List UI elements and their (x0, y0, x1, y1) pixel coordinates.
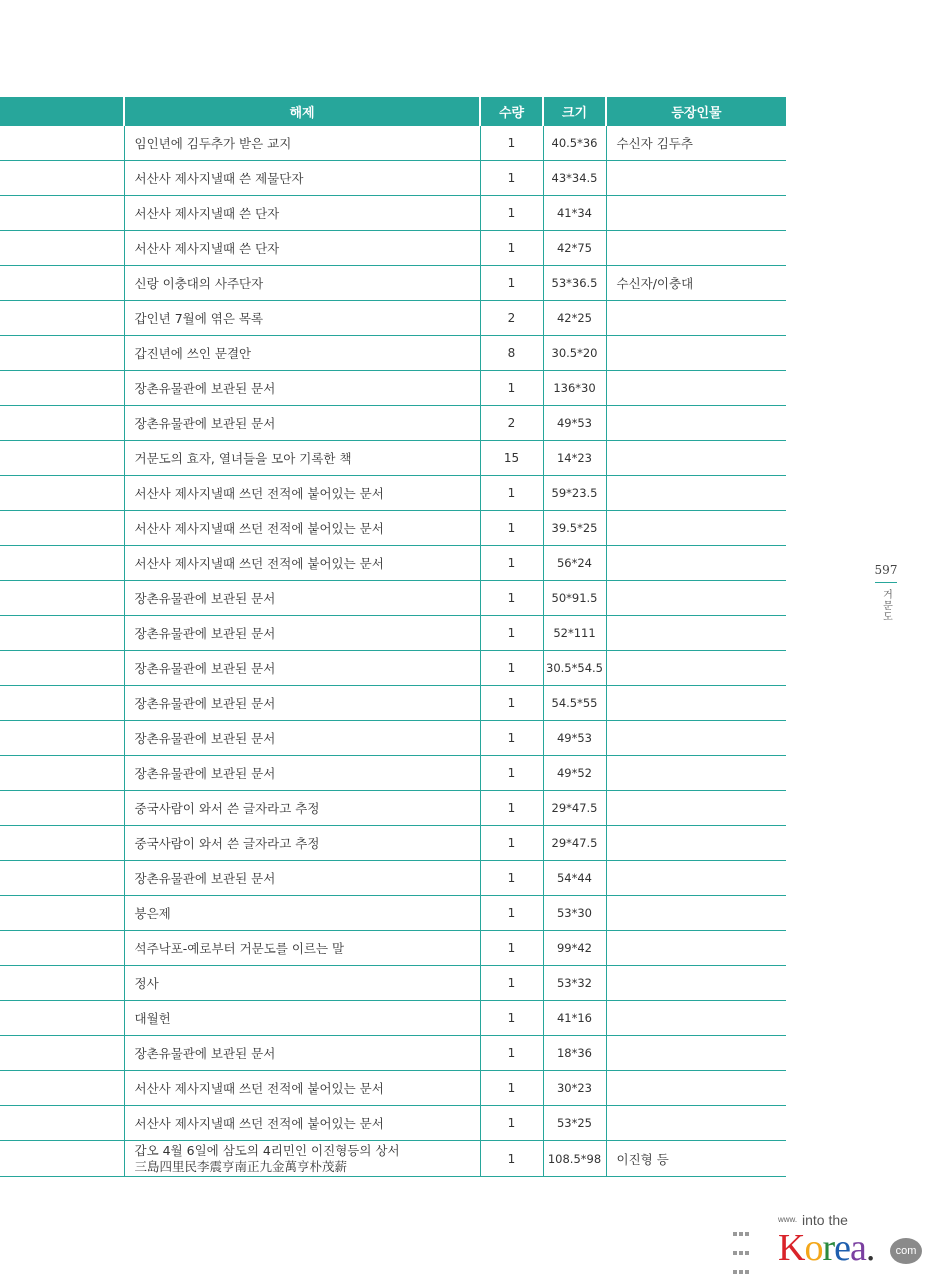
size-cell: 39.5*25 (543, 511, 606, 546)
people-cell (606, 231, 786, 266)
description-cell: 붕은제 (124, 896, 480, 931)
logo-dots-icon (732, 1222, 750, 1279)
size-cell: 49*53 (543, 721, 606, 756)
header-size: 크기 (543, 97, 606, 126)
size-cell: 49*52 (543, 756, 606, 791)
description-cell: 서산사 제사지낼때 쓴 단자 (124, 231, 480, 266)
size-cell: 30*23 (543, 1071, 606, 1106)
blank-cell (0, 511, 124, 546)
table-row (0, 301, 786, 336)
blank-cell (0, 1036, 124, 1071)
description-cell: 서산사 제사지낼때 쓰던 전적에 붙어있는 문서 (124, 546, 480, 581)
blank-cell (0, 966, 124, 1001)
description-cell: 장촌유물관에 보관된 문서 (124, 406, 480, 441)
people-cell (606, 161, 786, 196)
logo-into-the: into the (802, 1212, 848, 1228)
blank-cell (0, 406, 124, 441)
description-cell: 중국사람이 와서 쓴 글자라고 추정 (124, 791, 480, 826)
document-table (0, 97, 786, 1177)
quantity-cell: 1 (480, 1106, 543, 1141)
table-row (0, 721, 786, 756)
description-cell: 장촌유물관에 보관된 문서 (124, 616, 480, 651)
blank-cell (0, 371, 124, 406)
description-cell: 장촌유물관에 보관된 문서 (124, 756, 480, 791)
description-cell: 서산사 제사지낼때 쓰던 전적에 붙어있는 문서 (124, 476, 480, 511)
blank-cell (0, 196, 124, 231)
description-cell: 서산사 제사지낼때 쓴 단자 (124, 196, 480, 231)
page-number: 597 (874, 563, 898, 577)
table-row (0, 651, 786, 686)
blank-cell (0, 791, 124, 826)
size-cell: 59*23.5 (543, 476, 606, 511)
quantity-cell: 2 (480, 301, 543, 336)
quantity-cell: 1 (480, 791, 543, 826)
people-cell (606, 441, 786, 476)
logo-brand: Korea. (778, 1227, 875, 1269)
description-cell: 임인년에 김두추가 받은 교지 (124, 126, 480, 161)
people-cell (606, 1106, 786, 1141)
people-cell (606, 616, 786, 651)
size-cell: 49*53 (543, 406, 606, 441)
table-row (0, 126, 786, 161)
people-cell: 이진형 등 (606, 1141, 786, 1177)
quantity-cell: 1 (480, 616, 543, 651)
description-cell: 신랑 이충대의 사주단자 (124, 266, 480, 301)
size-cell: 30.5*20 (543, 336, 606, 371)
size-cell: 54.5*55 (543, 686, 606, 721)
people-cell (606, 546, 786, 581)
page-margin-label (866, 563, 906, 626)
section-label: 거문도 (880, 589, 892, 622)
quantity-cell: 15 (480, 441, 543, 476)
quantity-cell: 1 (480, 966, 543, 1001)
people-cell (606, 511, 786, 546)
quantity-cell: 1 (480, 266, 543, 301)
size-cell: 53*30 (543, 896, 606, 931)
quantity-cell: 1 (480, 161, 543, 196)
description-cell: 장촌유물관에 보관된 문서 (124, 721, 480, 756)
quantity-cell: 1 (480, 1141, 543, 1177)
table-row (0, 231, 786, 266)
description-cell: 거문도의 효자, 열녀들을 모아 기록한 책 (124, 441, 480, 476)
blank-cell (0, 651, 124, 686)
description-line: 갑오 4월 6일에 삼도의 4리민인 이진형등의 상서 (134, 1142, 400, 1158)
people-cell (606, 721, 786, 756)
size-cell: 40.5*36 (543, 126, 606, 161)
people-cell (606, 756, 786, 791)
quantity-cell: 1 (480, 511, 543, 546)
size-cell: 53*25 (543, 1106, 606, 1141)
description-cell: 대월헌 (124, 1001, 480, 1036)
blank-cell (0, 476, 124, 511)
blank-cell (0, 1141, 124, 1177)
people-cell (606, 861, 786, 896)
table-row (0, 476, 786, 511)
people-cell (606, 931, 786, 966)
table-row (0, 581, 786, 616)
people-cell (606, 1036, 786, 1071)
people-cell (606, 1001, 786, 1036)
description-line-hanja: 三島四里民李震亨南正九金萬亨朴茂薪 (134, 1158, 348, 1174)
table-row (0, 406, 786, 441)
blank-cell (0, 266, 124, 301)
table-row (0, 511, 786, 546)
quantity-cell: 1 (480, 546, 543, 581)
description-cell: 서산사 제사지낼때 쓴 제물단자 (124, 161, 480, 196)
quantity-cell: 1 (480, 721, 543, 756)
description-cell: 장촌유물관에 보관된 문서 (124, 861, 480, 896)
quantity-cell: 1 (480, 231, 543, 266)
people-cell (606, 896, 786, 931)
table-row (0, 161, 786, 196)
size-cell: 29*47.5 (543, 791, 606, 826)
table-row (0, 196, 786, 231)
table-row (0, 1036, 786, 1071)
blank-cell (0, 721, 124, 756)
size-cell: 18*36 (543, 1036, 606, 1071)
people-cell: 수신자/이충대 (606, 266, 786, 301)
quantity-cell: 2 (480, 406, 543, 441)
people-cell (606, 406, 786, 441)
size-cell: 43*34.5 (543, 161, 606, 196)
blank-cell (0, 861, 124, 896)
size-cell: 53*32 (543, 966, 606, 1001)
quantity-cell: 1 (480, 651, 543, 686)
blank-cell (0, 336, 124, 371)
quantity-cell: 1 (480, 371, 543, 406)
people-cell (606, 651, 786, 686)
quantity-cell: 1 (480, 1036, 543, 1071)
people-cell (606, 686, 786, 721)
size-cell: 99*42 (543, 931, 606, 966)
table-row (0, 791, 786, 826)
header-people: 등장인물 (606, 97, 786, 126)
size-cell: 14*23 (543, 441, 606, 476)
table-row (0, 546, 786, 581)
blank-cell (0, 581, 124, 616)
people-cell: 수신자 김두추 (606, 126, 786, 161)
size-cell: 53*36.5 (543, 266, 606, 301)
table-row (0, 616, 786, 651)
size-cell: 136*30 (543, 371, 606, 406)
description-cell: 서산사 제사지낼때 쓰던 전적에 붙어있는 문서 (124, 1071, 480, 1106)
size-cell: 52*111 (543, 616, 606, 651)
size-cell: 108.5*98 (543, 1141, 606, 1177)
table-row (0, 756, 786, 791)
people-cell (606, 196, 786, 231)
logo-com-badge: com (890, 1238, 922, 1264)
table-row (0, 686, 786, 721)
blank-cell (0, 1001, 124, 1036)
blank-cell (0, 126, 124, 161)
quantity-cell: 1 (480, 861, 543, 896)
people-cell (606, 301, 786, 336)
description-cell: 장촌유물관에 보관된 문서 (124, 686, 480, 721)
size-cell: 50*91.5 (543, 581, 606, 616)
blank-cell (0, 1106, 124, 1141)
blank-cell (0, 826, 124, 861)
blank-cell (0, 616, 124, 651)
size-cell: 42*75 (543, 231, 606, 266)
description-cell: 정사 (124, 966, 480, 1001)
blank-cell (0, 301, 124, 336)
people-cell (606, 476, 786, 511)
people-cell (606, 966, 786, 1001)
description-cell: 장촌유물관에 보관된 문서 (124, 371, 480, 406)
blank-cell (0, 231, 124, 266)
blank-cell (0, 1071, 124, 1106)
size-cell: 29*47.5 (543, 826, 606, 861)
people-cell (606, 826, 786, 861)
header-blank (0, 97, 124, 126)
description-cell: 서산사 제사지낼때 쓰던 전적에 붙어있는 문서 (124, 1106, 480, 1141)
quantity-cell: 1 (480, 581, 543, 616)
header-description: 해제 (124, 97, 480, 126)
margin-divider (875, 582, 897, 583)
quantity-cell: 1 (480, 196, 543, 231)
people-cell (606, 336, 786, 371)
description-cell: 서산사 제사지낼때 쓰던 전적에 붙어있는 문서 (124, 511, 480, 546)
description-cell: 장촌유물관에 보관된 문서 (124, 1036, 480, 1071)
size-cell: 42*25 (543, 301, 606, 336)
blank-cell (0, 896, 124, 931)
people-cell (606, 581, 786, 616)
table-row (0, 266, 786, 301)
quantity-cell: 1 (480, 896, 543, 931)
description-cell: 갑인년 7월에 엮은 목록 (124, 301, 480, 336)
description-cell: 장촌유물관에 보관된 문서 (124, 581, 480, 616)
blank-cell (0, 161, 124, 196)
description-cell: 중국사람이 와서 쓴 글자라고 추정 (124, 826, 480, 861)
people-cell (606, 791, 786, 826)
table-header-row (0, 97, 786, 126)
table-row (0, 371, 786, 406)
table-row (0, 896, 786, 931)
table-row (0, 826, 786, 861)
quantity-cell: 1 (480, 756, 543, 791)
quantity-cell: 1 (480, 931, 543, 966)
table-row (0, 1071, 786, 1106)
description-cell: 갑진년에 쓰인 문결안 (124, 336, 480, 371)
size-cell: 56*24 (543, 546, 606, 581)
table-row (0, 336, 786, 371)
blank-cell (0, 441, 124, 476)
blank-cell (0, 686, 124, 721)
table-row (0, 966, 786, 1001)
quantity-cell: 1 (480, 686, 543, 721)
description-cell: 석주낙포-예로부터 거문도를 이르는 말 (124, 931, 480, 966)
people-cell (606, 371, 786, 406)
header-quantity: 수량 (480, 97, 543, 126)
quantity-cell: 8 (480, 336, 543, 371)
people-cell (606, 1071, 786, 1106)
quantity-cell: 1 (480, 826, 543, 861)
table-row (0, 931, 786, 966)
size-cell: 54*44 (543, 861, 606, 896)
table-row (0, 441, 786, 476)
quantity-cell: 1 (480, 476, 543, 511)
quantity-cell: 1 (480, 126, 543, 161)
size-cell: 41*16 (543, 1001, 606, 1036)
quantity-cell: 1 (480, 1001, 543, 1036)
table-row (0, 1141, 786, 1177)
table-row (0, 1106, 786, 1141)
blank-cell (0, 546, 124, 581)
quantity-cell: 1 (480, 1071, 543, 1106)
logo-www: www. (778, 1215, 798, 1224)
description-cell: 장촌유물관에 보관된 문서 (124, 651, 480, 686)
size-cell: 30.5*54.5 (543, 651, 606, 686)
size-cell: 41*34 (543, 196, 606, 231)
blank-cell (0, 931, 124, 966)
table-row (0, 1001, 786, 1036)
description-cell (124, 1141, 480, 1177)
into-the-korea-logo (730, 1212, 930, 1272)
table-row (0, 861, 786, 896)
blank-cell (0, 756, 124, 791)
